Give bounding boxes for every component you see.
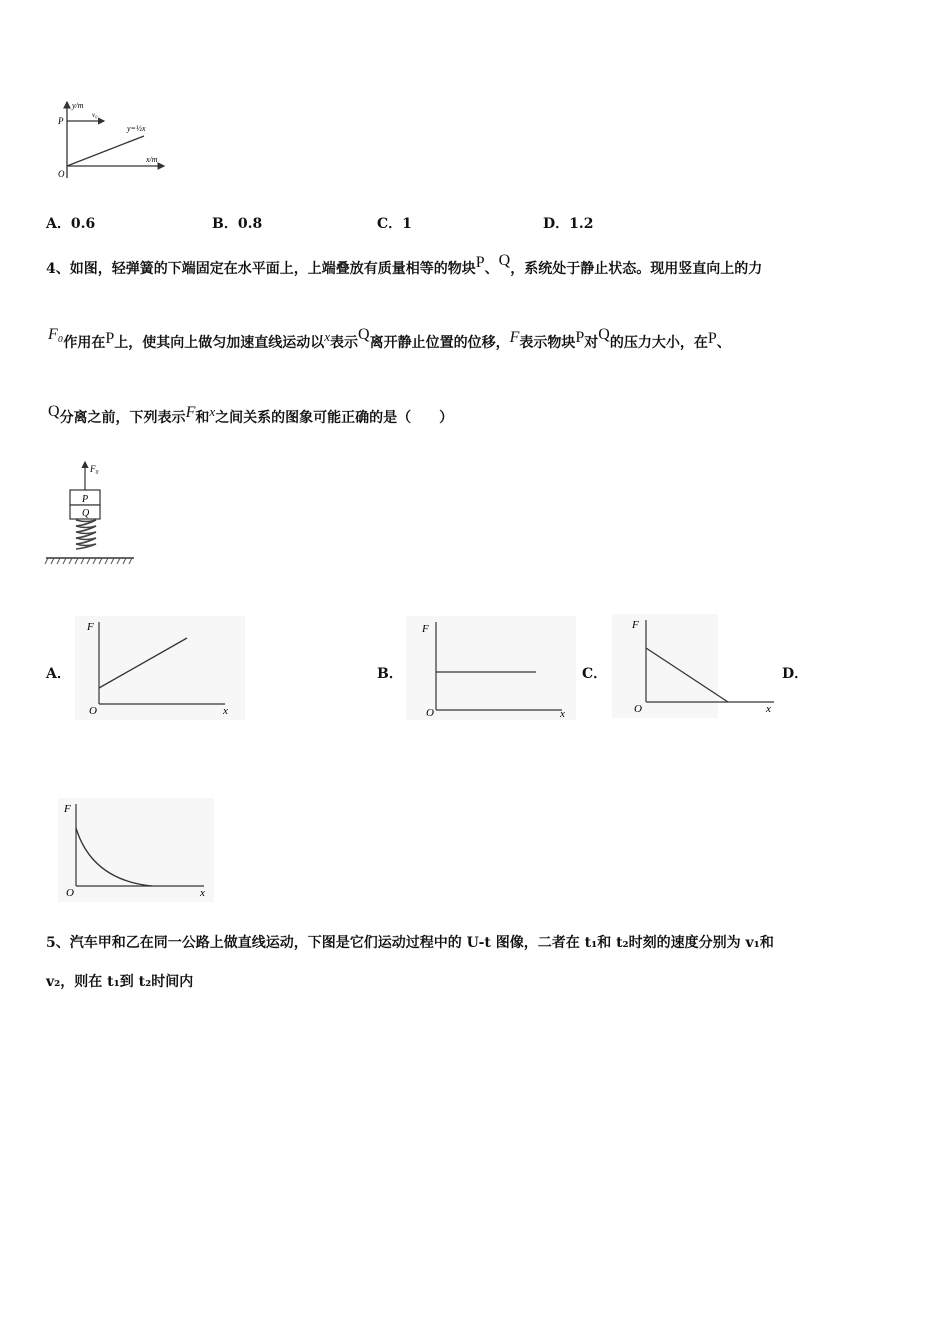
- symbol-p: P: [105, 330, 115, 347]
- symbol-x: x: [209, 404, 216, 419]
- option-text: 0.6: [70, 216, 96, 232]
- origin-label: O: [66, 887, 74, 899]
- q5-line-2: v₂，则在 t₁到 t₂时间内: [46, 974, 194, 990]
- option-letter: C．: [582, 666, 608, 682]
- q4-text: 离开静止位置的位移，: [369, 335, 510, 351]
- point-p-label: P: [58, 116, 64, 126]
- origin-label: O: [634, 703, 642, 715]
- symbol-x: x: [324, 329, 331, 344]
- q3-trajectory-figure: [52, 96, 172, 186]
- x-axis-label: x: [223, 705, 228, 717]
- q4-option-c[interactable]: [582, 663, 607, 683]
- q4-spring-figure: [42, 458, 138, 570]
- q4-graph-a: [75, 616, 245, 720]
- q3-option-a[interactable]: [46, 213, 95, 233]
- origin-label: O: [89, 705, 97, 717]
- block-q-label: Q: [82, 508, 90, 519]
- q4-text: ，系统处于静止状态。现用竖直向上的力: [510, 261, 763, 277]
- q4-graph-b: [406, 616, 576, 720]
- origin-label: O: [426, 707, 434, 719]
- block-p-label: P: [82, 494, 89, 505]
- symbol-q: Q: [498, 252, 511, 269]
- y-axis-label: F: [422, 623, 429, 635]
- option-letter: B．: [377, 666, 403, 682]
- q4-text: 的压力大小，在: [609, 335, 708, 351]
- q4-line-1: [46, 252, 763, 278]
- spring: [76, 520, 96, 549]
- symbol-q: Q: [358, 326, 370, 343]
- symbol-q: Q: [48, 403, 60, 420]
- q4-option-d[interactable]: [782, 663, 808, 683]
- symbol-f: F: [509, 329, 520, 346]
- q4-line-3: [48, 403, 454, 427]
- q4-text: 之间关系的图象可能正确的是（ ）: [215, 410, 454, 426]
- option-text: 1.2: [569, 216, 594, 232]
- q4-text: 、: [716, 335, 731, 351]
- q4-text: 对: [584, 335, 599, 351]
- q4-text: 分离之前，下列表示: [59, 410, 186, 426]
- x-axis-label: x: [766, 703, 771, 715]
- q4-text: 、: [484, 261, 499, 277]
- q4-option-a[interactable]: [46, 663, 71, 683]
- q5-line-1: 5、汽车甲和乙在同一公路上做直线运动，下图是它们运动过程中的 U-t 图像，二者在 t₁和 t₂时刻的速度分别为 v₁和: [46, 935, 774, 951]
- y-axis-label: F: [632, 619, 639, 631]
- x-axis-label: x: [560, 708, 565, 720]
- option-letter: D．: [543, 216, 570, 232]
- symbol-f0: F₀: [48, 326, 64, 343]
- symbol-p: P: [707, 330, 717, 347]
- q4-text: 上，使其向上做匀加速直线运动以: [114, 335, 325, 351]
- q3-option-b[interactable]: [212, 213, 262, 233]
- q4-graph-c: [612, 614, 782, 718]
- y-axis-label: F: [64, 803, 71, 815]
- q4-line-2: [48, 326, 731, 352]
- q4-text: 作用在: [63, 335, 106, 351]
- ground-hatch: [45, 558, 132, 564]
- symbol-p: P: [575, 329, 585, 346]
- option-text: 1: [402, 216, 412, 232]
- q4-graph-d: [58, 798, 214, 902]
- line-equation: y=½x: [127, 124, 146, 133]
- q3-option-c[interactable]: [377, 213, 412, 233]
- x-axis-label: x/m: [146, 155, 158, 164]
- option-letter: A．: [46, 666, 71, 682]
- symbol-q: Q: [598, 326, 610, 343]
- force-label: F₀: [90, 464, 99, 474]
- option-letter: C．: [377, 216, 403, 232]
- q4-text: 表示: [330, 335, 359, 351]
- y-axis-label: y/m: [72, 101, 84, 110]
- q4-text: 4、如图，轻弹簧的下端固定在水平面上，上端叠放有质量相等的物块: [46, 261, 476, 277]
- velocity-label: v₀: [92, 111, 98, 119]
- option-text: 0.8: [237, 216, 263, 232]
- option-letter: B．: [212, 216, 238, 232]
- x-axis-label: x: [200, 887, 205, 899]
- q3-option-d[interactable]: [543, 213, 594, 233]
- option-letter: D．: [782, 666, 809, 682]
- symbol-p: P: [475, 254, 485, 271]
- q4-text: 和: [195, 410, 210, 426]
- option-letter: A．: [46, 216, 71, 232]
- q4-option-b[interactable]: [377, 663, 403, 683]
- symbol-f: F: [185, 404, 196, 421]
- q4-text: 表示物块: [519, 335, 576, 351]
- y-axis-label: F: [87, 621, 94, 633]
- origin-label: O: [58, 169, 65, 179]
- line-y-half-x: [67, 136, 144, 166]
